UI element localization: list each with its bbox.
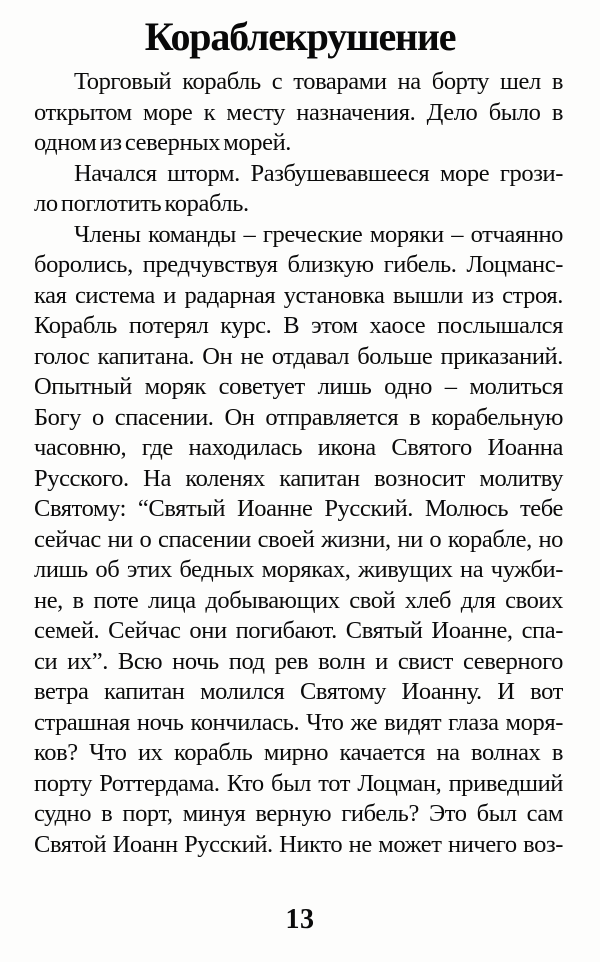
text-line: Русского. На коленях капитан возносит молитву xyxy=(34,464,563,492)
text-line: Корабль потерял курс. В этом хаосе послышался xyxy=(34,312,563,339)
text-line: кая система и радарная установка вышли из строя. xyxy=(34,281,563,309)
text-line: боролись, предчувствуя близкую гибель. Лоцманс- xyxy=(34,251,563,278)
text-line: Опытный моряк советует лишь одно – молиться xyxy=(34,373,563,400)
text-line: Богу о спасении. Он отправляется в корабельную xyxy=(34,403,563,431)
text-line: порту Роттердама. Кто был тот Лоцман, приведший xyxy=(34,769,563,797)
text-line: семей. Сейчас они погибают. Святый Иоанне, спа- xyxy=(34,617,563,644)
text-line: Святой Иоанн Русский. Никто не может ничего воз- xyxy=(34,830,563,858)
page-title: Кораблекрушение xyxy=(144,14,456,59)
text-line: Торговый корабль с товарами на борту шел в xyxy=(74,68,563,95)
text-line: открытом море к месту назначения. Дело было в xyxy=(34,98,563,126)
story-text xyxy=(34,67,563,860)
text-line: одном из северных морей. xyxy=(34,129,292,156)
text-line: ло поглотить корабль. xyxy=(34,190,249,217)
text-line: судно в порт, минуя верную гибель? Это был сам xyxy=(34,800,563,827)
text-line: голос капитана. Он не отдавал больше приказаний. xyxy=(34,342,563,370)
text-line: лишь об этих бедных моряках, живущих на чужби- xyxy=(34,556,563,583)
text-line: страшная ночь кончилась. Что же видят глаза моря- xyxy=(34,708,563,736)
text-line: сейчас ни о спасении своей жизни, ни о корабле, но xyxy=(34,525,563,553)
text-line: ков? Что их корабль мирно качается на волнах в xyxy=(34,739,563,766)
text-line: часовню, где находилась икона Святого Иоанна xyxy=(34,434,563,461)
text-line: Члены команды – греческие моряки – отчаянно xyxy=(74,220,563,248)
text-line: ветра капитан молился Святому Иоанну. И вот xyxy=(34,678,563,705)
text-line: Начался шторм. Разбушевавшееся море грози- xyxy=(74,159,563,187)
text-line: не, в поте лица добывающих свой хлеб для своих xyxy=(34,586,563,614)
page-number: 13 xyxy=(285,904,315,935)
text-line: Святому: “Святый Иоанне Русский. Молюсь тебе xyxy=(34,495,563,522)
text-line: си их”. Всю ночь под рев волн и свист северного xyxy=(34,647,563,675)
